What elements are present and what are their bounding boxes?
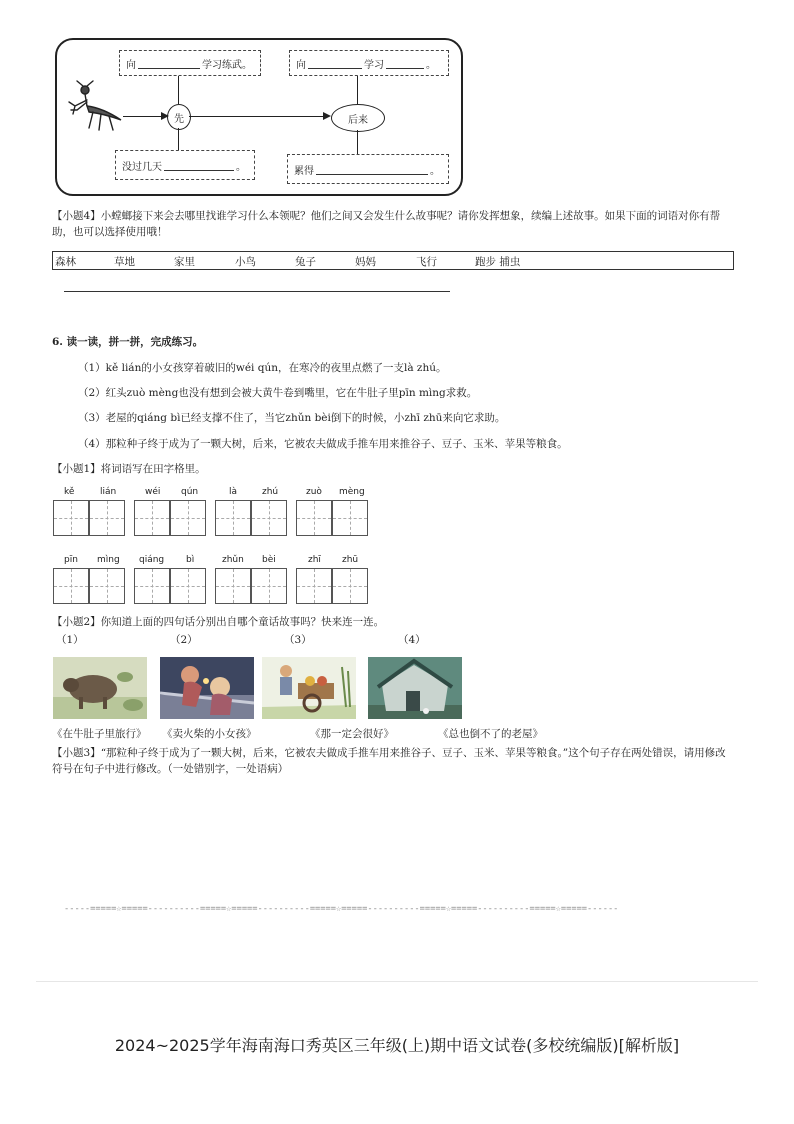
sentence-3: （3）老屋的qiáng bì已经支撑不住了，当它zhǔn bèi倒下的时候，小zhī zhū来向它求助。 (78, 412, 506, 424)
tianzige-cell[interactable] (251, 568, 287, 604)
tianzige-cell[interactable] (215, 568, 251, 604)
pinyin-label: mèng (339, 487, 365, 497)
story-title: 《总也倒不了的老屋》 (438, 728, 543, 740)
story-flow-diagram (55, 38, 463, 196)
q4-prompt: 【小题4】小螳螂接下来会去哪里找谁学习什么本领呢？他们之间又会发生什么故事呢？请你发挥想象，续编上述故事。如果下面的词语对你有帮助，也可以选择使用哦！ (52, 210, 721, 238)
story-title: 《卖火柴的小女孩》 (162, 728, 257, 740)
pinyin-label: là (229, 487, 238, 497)
pinyin-label: pīn (64, 555, 78, 565)
box-top-left: 向 学习练武。 (119, 50, 261, 76)
answer-line[interactable] (64, 291, 450, 292)
pic-number: （4） (398, 634, 426, 646)
node-later: 后来 (331, 104, 385, 132)
sentence-2: （2）红头zuò mèng也没有想到会被大黄牛卷到嘴里，它在牛肚子里pīn mìng求救。 (78, 387, 478, 399)
pinyin-label: qún (181, 487, 199, 497)
story-picture-cart[interactable] (262, 657, 356, 719)
tianzige-cell[interactable] (215, 500, 251, 536)
blank-line[interactable] (386, 58, 424, 69)
tianzige-cell[interactable] (89, 568, 125, 604)
word-item: 兔子 (295, 256, 316, 268)
sub-question-3: 【小题3】“那粒种子终于成为了一颗大树，后来，它被农夫做成手推车用来推谷子、豆子、玉米、苹果等粮食。”这个句子存在两处错误，请用修改符号在句子中进行修改。（一处错别字，一处语病） (52, 747, 726, 775)
sentence-1: （1）kě lián的小女孩穿着破旧的wéi qún，在寒冷的夜里点燃了一支là zhú。 (78, 362, 447, 374)
tianzige-cell[interactable] (296, 500, 332, 536)
document-title: 2024~2025学年海南海口秀英区三年级(上)期中语文试卷(多校统编版)[解析版] (114, 1036, 680, 1055)
blank-line[interactable] (308, 58, 362, 69)
word-item: 妈妈 (355, 256, 376, 268)
tianzige-cell[interactable] (53, 568, 89, 604)
word-item: 家里 (174, 256, 195, 268)
connector-line (357, 130, 358, 154)
word-item: 跑步 捕虫 (475, 256, 521, 268)
pinyin-label: qiáng (139, 555, 165, 565)
sub-question-1: 【小题1】将词语写在田字格里。 (52, 463, 206, 475)
word-item: 森林 (55, 256, 76, 268)
pinyin-label: kě (64, 487, 75, 497)
story-title: 《那一定会很好》 (310, 728, 394, 740)
arrow-head (323, 112, 331, 120)
cart-illustration-icon (262, 657, 356, 719)
tianzige-cell[interactable] (170, 568, 206, 604)
section-heading: 6. 读一读，拼一拼，完成练习。 (52, 336, 204, 348)
old-house-illustration-icon (368, 657, 462, 719)
word-bank (52, 251, 734, 270)
pinyin-label: zhū (342, 555, 359, 565)
pinyin-label: lián (100, 487, 117, 497)
pinyin-label: bèi (262, 555, 276, 565)
blank-line[interactable] (164, 160, 234, 171)
word-item: 小鸟 (235, 256, 256, 268)
word-item: 草地 (114, 256, 135, 268)
tianzige-cell[interactable] (332, 500, 368, 536)
pinyin-label: wéi (145, 487, 161, 497)
blank-line[interactable] (138, 58, 200, 69)
pic-number: （1） (56, 634, 84, 646)
node-first: 先 (167, 104, 191, 130)
decorative-divider: -----=====☆=====----------=====☆=====----------=====☆=====----------=====☆=====----------=====☆=====------ (64, 904, 619, 914)
cow-illustration-icon (53, 657, 147, 719)
box-top-right: 向 学习 。 (289, 50, 449, 76)
sub-question-2: 【小题2】你知道上面的四句话分别出自哪个童话故事吗？快来连一连。 (52, 616, 385, 628)
pinyin-label: zhú (262, 487, 279, 497)
word-item: 飞行 (416, 256, 437, 268)
connector-line (178, 128, 179, 150)
story-title: 《在牛肚子里旅行》 (52, 728, 147, 740)
story-picture-cow[interactable] (53, 657, 147, 719)
pinyin-label: mìng (97, 555, 120, 565)
box-bottom-right: 累得 。 (287, 154, 449, 184)
pic-number: （3） (284, 634, 312, 646)
tianzige-cell[interactable] (134, 500, 170, 536)
match-girl-illustration-icon (160, 657, 254, 719)
pic-number: （2） (170, 634, 198, 646)
tianzige-cell[interactable] (332, 568, 368, 604)
pinyin-label: zhǔn (222, 555, 244, 565)
tianzige-cell[interactable] (134, 568, 170, 604)
sentence-4: （4）那粒种子终于成为了一颗大树，后来，它被农夫做成手推车用来推谷子、豆子、玉米、苹果等粮食。 (78, 438, 568, 450)
tianzige-cell[interactable] (251, 500, 287, 536)
box-bottom-left: 没过几天 。 (115, 150, 255, 180)
pinyin-label: zuò (306, 487, 322, 497)
tianzige-cell[interactable] (170, 500, 206, 536)
connector-line (178, 76, 179, 104)
tianzige-cell[interactable] (296, 568, 332, 604)
pinyin-label: zhī (308, 555, 321, 565)
mantis-icon (63, 80, 125, 138)
connector-line (189, 116, 325, 117)
connector-line (357, 76, 358, 104)
pinyin-label: bì (186, 555, 195, 565)
tianzige-cell[interactable] (89, 500, 125, 536)
footer-rule (36, 981, 758, 982)
blank-line[interactable] (316, 164, 428, 175)
story-picture-old-house[interactable] (368, 657, 462, 719)
tianzige-cell[interactable] (53, 500, 89, 536)
story-picture-match-girl[interactable] (160, 657, 254, 719)
